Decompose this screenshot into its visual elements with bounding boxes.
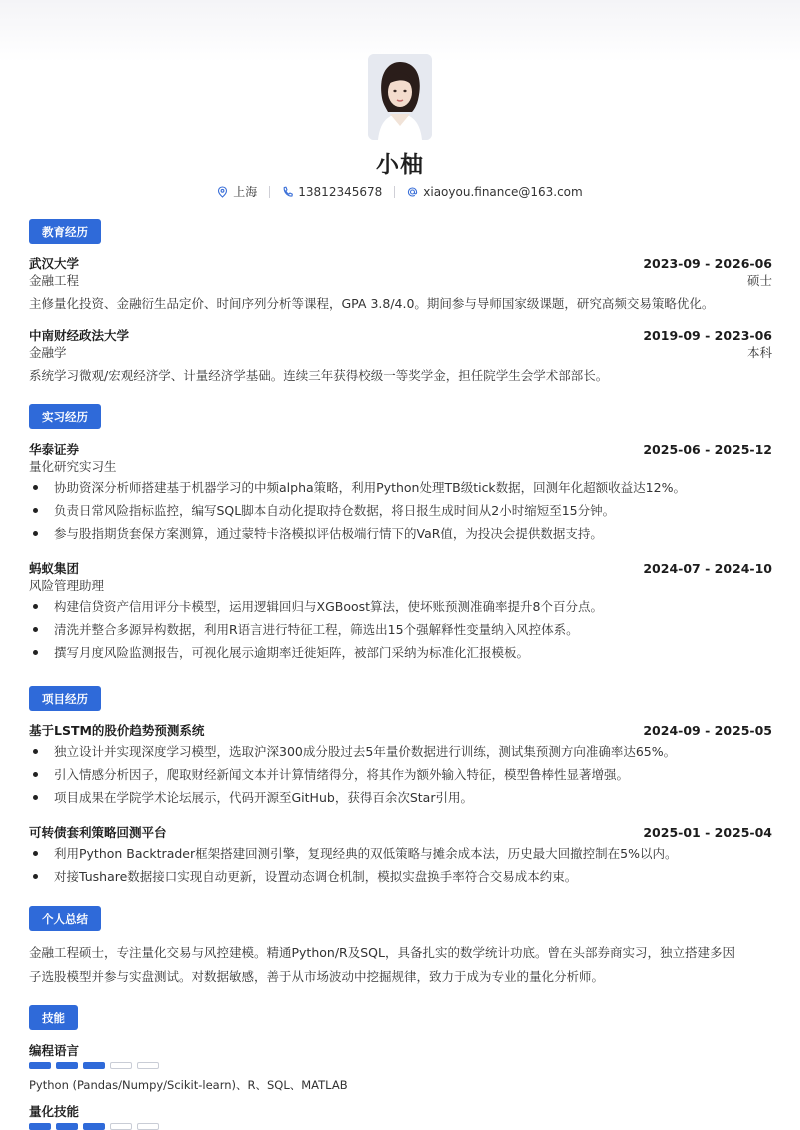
major: 金融学 — [29, 345, 67, 360]
contact-phone — [282, 185, 382, 199]
internship-role-row — [29, 576, 772, 594]
education-subheader — [29, 271, 772, 289]
project-bullets — [29, 842, 772, 888]
company-name: 华泰证券 — [29, 442, 80, 457]
education-header — [29, 326, 772, 344]
skill-name: 编程语言 — [29, 1043, 80, 1058]
project-header — [29, 823, 772, 841]
phone-text: 13812345678 — [298, 184, 383, 199]
job-role: 风险管理助理 — [29, 578, 105, 593]
internship-role-row — [29, 457, 772, 475]
project-bullets — [29, 740, 772, 809]
avatar — [368, 54, 432, 140]
skill-dot-empty — [110, 1062, 132, 1069]
candidate-name: 小柚 — [376, 152, 424, 178]
contact-location — [217, 183, 257, 200]
internship-header — [29, 559, 772, 577]
project-name: 可转债套利策略回测平台 — [29, 825, 167, 840]
list-item: 构建信贷资产信用评分卡模型，运用逻辑回归与XGBoost算法，使坏账预测准确率提升8个百分点。 — [29, 595, 772, 618]
skill-level-bar — [29, 1062, 159, 1069]
skill-dot-filled — [83, 1123, 105, 1130]
internship-header — [29, 440, 772, 458]
contact-divider — [269, 186, 270, 198]
education-dates: 2023-09 - 2026-06 — [643, 255, 772, 271]
internship-dates: 2024-07 - 2024-10 — [643, 560, 772, 576]
education-description: 主修量化投资、金融衍生品定价、时间序列分析等课程，GPA 3.8/4.0。期间参与导师国家级课题，研究高频交易策略优化。 — [29, 296, 715, 311]
list-item: 独立设计并实现深度学习模型，选取沪深300成分股过去5年量价数据进行训练，测试集预测方向准确率达65%。 — [29, 740, 772, 763]
list-item: 参与股指期货套保方案测算，通过蒙特卡洛模拟评估极端行情下的VaR值，为投决会提供数据支持。 — [29, 522, 772, 545]
location-text: 上海 — [233, 185, 258, 199]
education-subheader — [29, 343, 772, 361]
skill-dot-filled — [83, 1062, 105, 1069]
degree: 硕士 — [746, 273, 772, 288]
skill-dot-filled — [29, 1062, 51, 1069]
section-header-internship: 实习经历 — [29, 404, 101, 429]
contact-info — [0, 183, 800, 200]
skill-name: 量化技能 — [29, 1104, 80, 1119]
job-role: 量化研究实习生 — [29, 459, 117, 474]
phone-icon — [282, 186, 293, 198]
contact-divider — [394, 186, 395, 198]
project-header — [29, 721, 772, 739]
degree: 本科 — [746, 345, 772, 360]
list-item: 引入情感分析因子，爬取财经新闻文本并计算情绪得分，将其作为额外输入特征，模型鲁棒性显著增强。 — [29, 763, 772, 786]
summary-line: 子选股模型并参与实盘测试。对数据敏感，善于从市场波动中挖掘规律，致力于成为专业的量化分析师。 — [29, 969, 605, 984]
school-name: 武汉大学 — [29, 256, 80, 271]
contact-email — [407, 185, 582, 199]
section-header-skills: 技能 — [29, 1005, 78, 1030]
company-name: 蚂蚁集团 — [29, 561, 80, 576]
list-item: 协助资深分析师搭建基于机器学习的中频alpha策略，利用Python处理TB级tick数据，回测年化超额收益达12%。 — [29, 476, 772, 499]
skill-dot-filled — [29, 1123, 51, 1130]
skill-dot-empty — [137, 1123, 159, 1130]
education-header — [29, 254, 772, 272]
skill-dot-filled — [56, 1062, 78, 1069]
list-item: 撰写月度风险监测报告，可视化展示逾期率迁徙矩阵，被部门采纳为标准化汇报模板。 — [29, 641, 772, 664]
location-pin-icon — [217, 186, 228, 198]
section-header-education: 教育经历 — [29, 219, 101, 244]
project-dates: 2024-09 - 2025-05 — [643, 722, 772, 738]
internship-bullets — [29, 476, 772, 545]
at-sign-icon — [407, 186, 418, 198]
skill-dot-empty — [110, 1123, 132, 1130]
school-name: 中南财经政法大学 — [29, 328, 130, 343]
skill-level-bar — [29, 1123, 159, 1130]
list-item: 项目成果在学院学术论坛展示，代码开源至GitHub，获得百余次Star引用。 — [29, 786, 772, 809]
education-dates: 2019-09 - 2023-06 — [643, 327, 772, 343]
list-item: 清洗并整合多源异构数据，利用R语言进行特征工程，筛选出15个强解释性变量纳入风控体系。 — [29, 618, 772, 641]
internship-dates: 2025-06 - 2025-12 — [643, 441, 772, 457]
section-header-summary: 个人总结 — [29, 906, 101, 931]
header-background — [0, 0, 800, 62]
project-name: 基于LSTM的股价趋势预测系统 — [29, 723, 205, 738]
skill-description: Python (Pandas/Numpy/Scikit-learn)、R、SQL、MATLAB — [29, 1078, 348, 1092]
skill-dot-filled — [56, 1123, 78, 1130]
project-dates: 2025-01 - 2025-04 — [643, 824, 772, 840]
email-text: xiaoyou.finance@163.com — [423, 184, 583, 199]
section-header-projects: 项目经历 — [29, 686, 101, 711]
skill-dot-empty — [137, 1062, 159, 1069]
list-item: 负责日常风险指标监控，编写SQL脚本自动化提取持仓数据，将日报生成时间从2小时缩短至15分钟。 — [29, 499, 772, 522]
internship-bullets — [29, 595, 772, 664]
list-item: 利用Python Backtrader框架搭建回测引擎，复现经典的双低策略与摊余成本法，历史最大回撤控制在5%以内。 — [29, 842, 772, 865]
list-item: 对接Tushare数据接口实现自动更新，设置动态调仓机制，模拟实盘换手率符合交易成本约束。 — [29, 865, 772, 888]
major: 金融工程 — [29, 273, 80, 288]
summary-line: 金融工程硕士，专注量化交易与风控建模。精通Python/R及SQL，具备扎实的数学统计功底。曾在头部券商实习，独立搭建多因 — [29, 945, 735, 960]
avatar-portrait-icon — [368, 54, 432, 140]
education-description: 系统学习微观/宏观经济学、计量经济学基础。连续三年获得校级一等奖学金，担任院学生会学术部部长。 — [29, 368, 609, 383]
